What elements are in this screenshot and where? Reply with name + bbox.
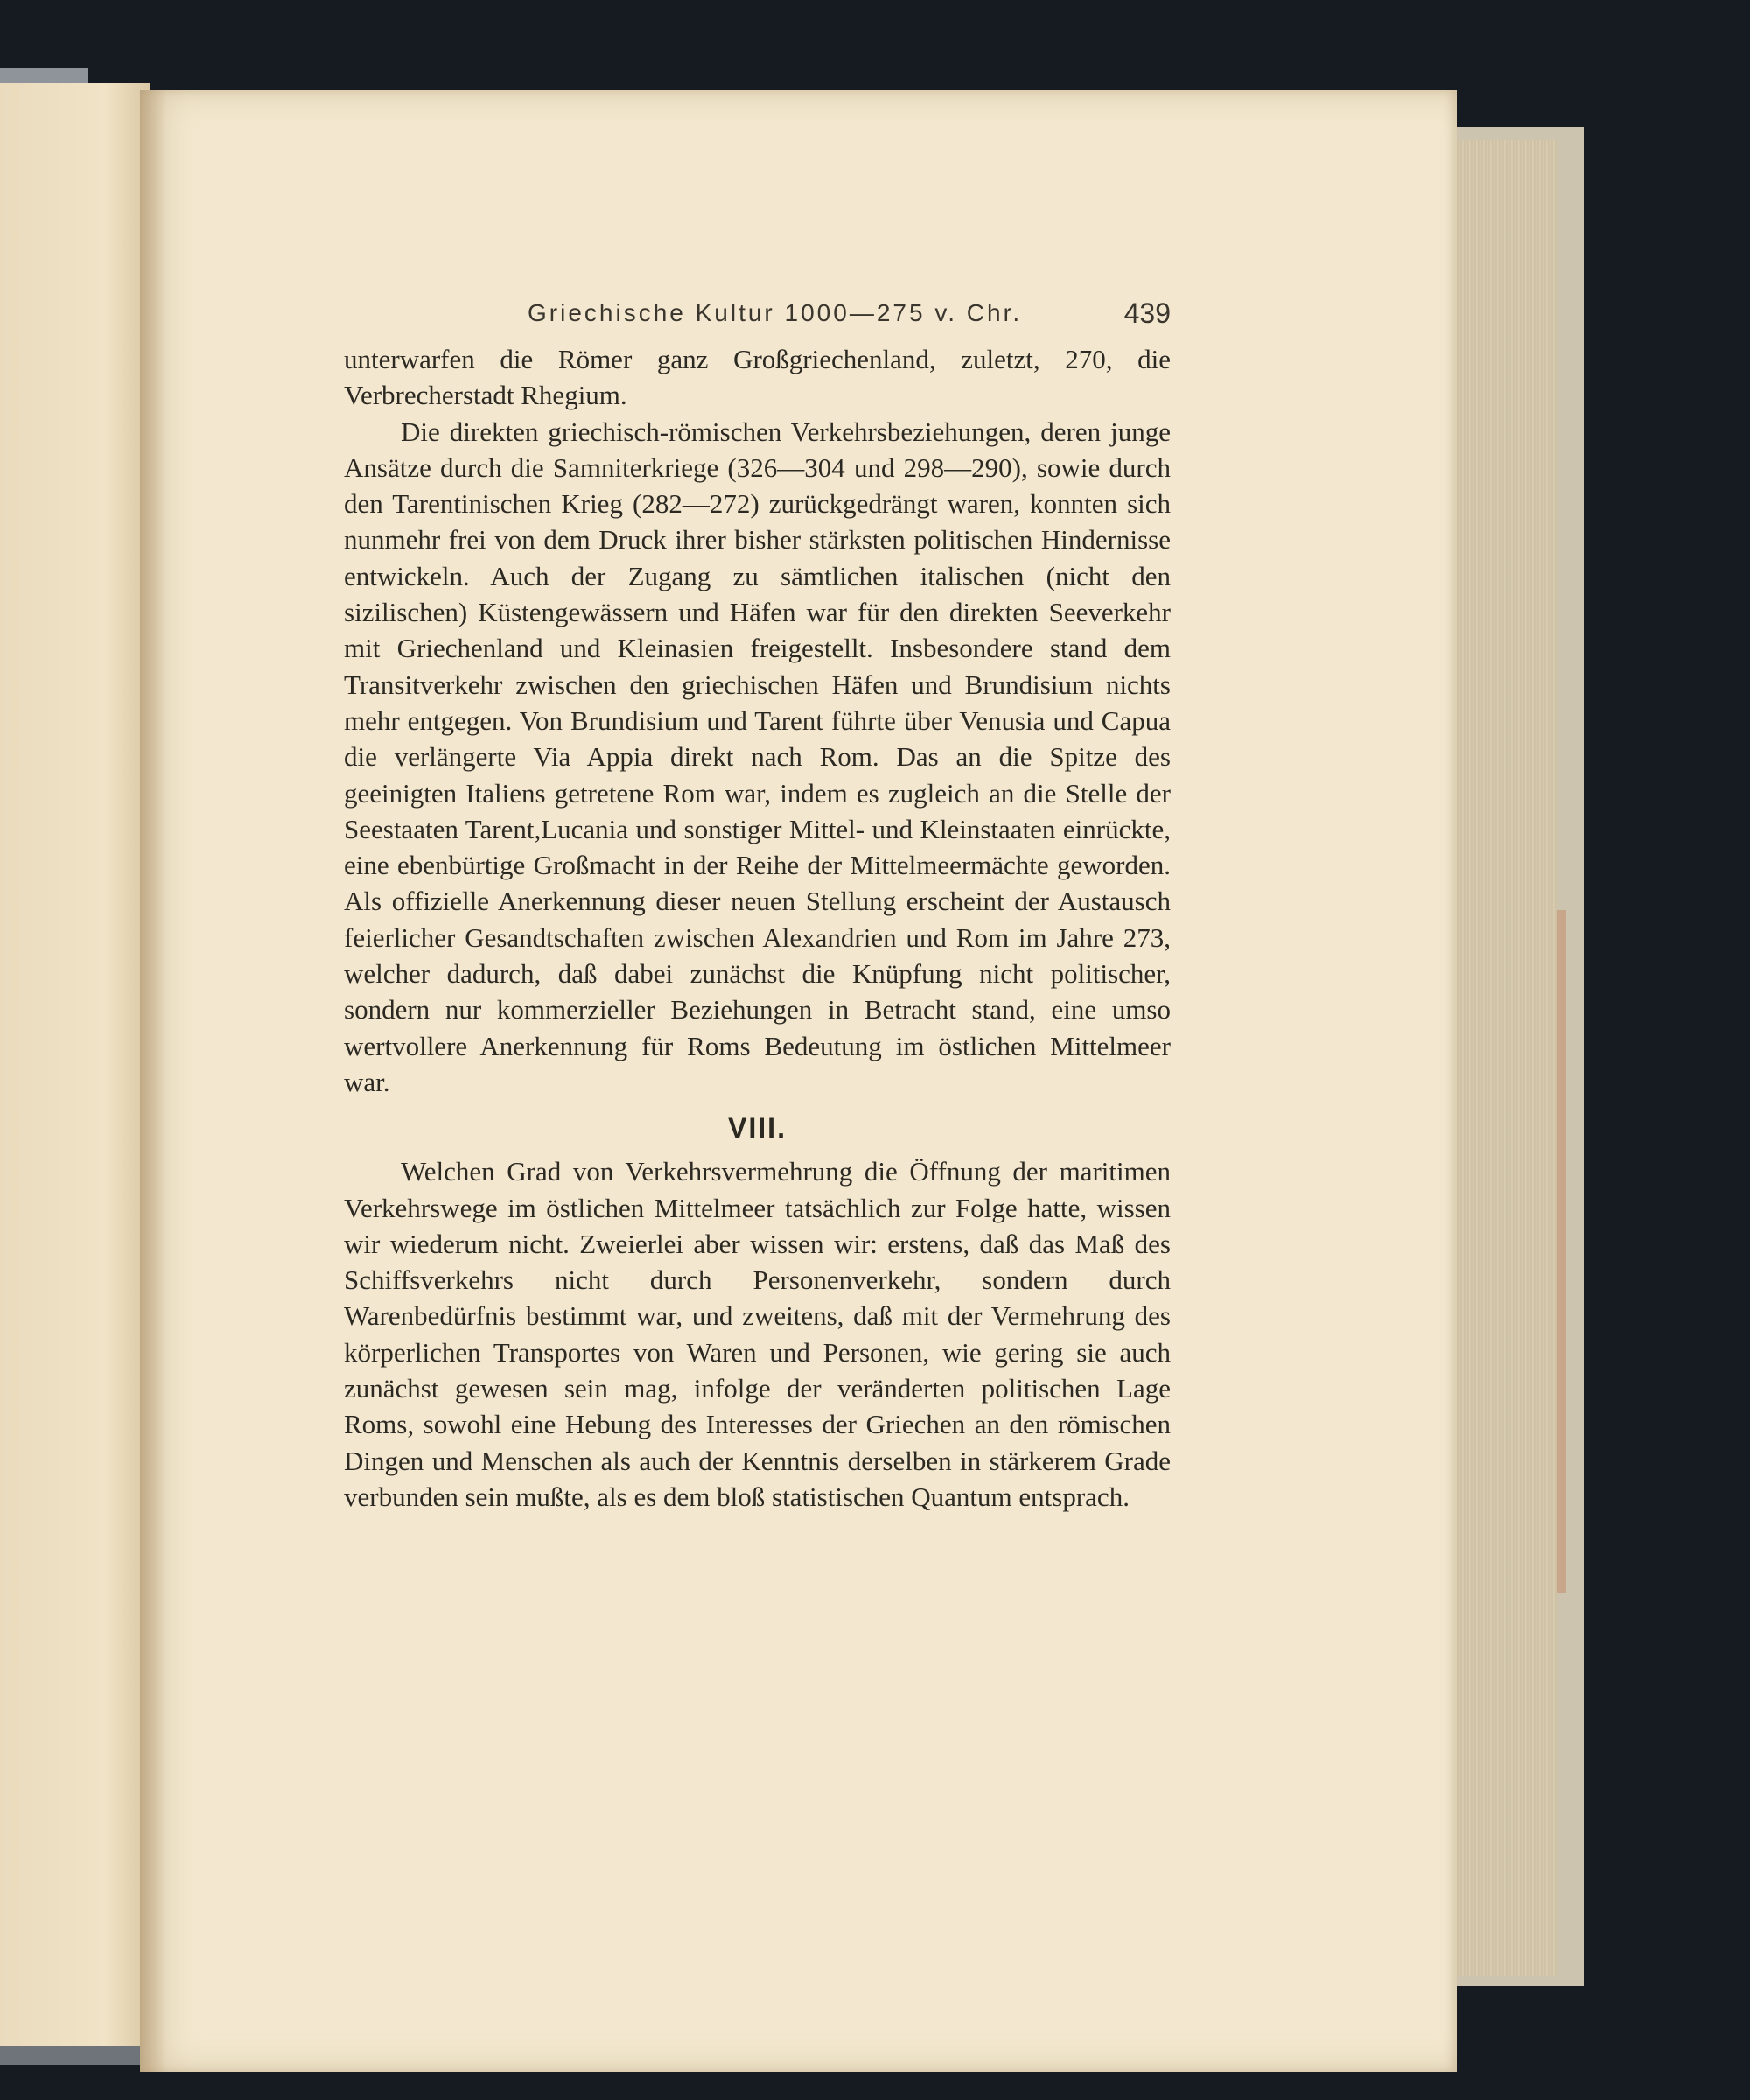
page-number: 439 [1124, 298, 1171, 329]
page-content [344, 289, 1171, 1515]
page-block-edges [1452, 140, 1558, 1976]
running-head-title: Griechische Kultur 1000—275 v. Chr. [528, 299, 1023, 326]
left-page [0, 83, 150, 2056]
paragraph-2: Die direkten griechisch-römischen Verkehrsbeziehungen, deren junge Ansätze durch die Samniterkriege (326—304 und 298—290), sowie durch den Tarentinischen Krieg (282—272) zurückgedrängt waren, konnten sich nunmehr frei von dem Druck ihrer bisher stärksten politischen Hindernisse entwickeln. Auch der Zugang zu sämtlichen italischen (nicht den sizilischen) Küstengewässern und Häfen war für den direkten Seeverkehr mit Griechenland und Kleinasien freigestellt. Insbesondere stand dem Transitverkehr zwischen den griechischen Häfen und Brundisium nichts mehr entgegen. Von Brundisium und Tarent führte über Venusia und Capua die verlängerte Via Appia direkt nach Rom. Das an die Spitze des geeinigten Italiens getretene Rom war, indem es zugleich an die Stelle der Seestaaten Tarent,Lucania und sonstiger Mittel- und Kleinstaaten einrückte, eine ebenbürtige Großmacht in der Reihe der Mittelmeermächte geworden. Als offizielle Anerkennung dieser neuen Stellung erscheint der Austausch feierlicher Gesandtschaften zwischen Alexandrien und Rom im Jahre 273, welcher dadurch, daß dabei zunächst die Knüpfung nicht politischer, sondern nur kommerzieller Beziehungen in Betracht stand, eine umso wertvollere Anerkennung für Roms Bedeutung im östlichen Mittelmeer war. [344, 416, 1171, 1097]
paragraph-3: Welchen Grad von Verkehrsvermehrung die Öffnung der maritimen Verkehrswege im östlichen Mittelmeer tatsächlich zur Folge hatte, wissen wir wiederum nicht. Zweierlei aber wissen wir: erstens, daß das Maß des Schiffsverkehrs nicht durch Personenverkehr, sondern durch Warenbedürfnis bestimmt war, und zweitens, daß mit der Vermehrung des körperlichen Transportes von Waren und Personen, wie gering sie auch zunächst gewesen sein mag, infolge der veränderten politischen Lage Roms, sowohl eine Hebung des Interesses der Griechen an den römischen Dingen und Menschen als auch der Kenntnis derselben in stärkerem Grade verbunden sein mußte, als es dem bloß statistischen Quantum entsprach. [344, 1156, 1171, 1512]
paragraph-1: unterwarfen die Römer ganz Großgriechenland, zuletzt, 270, die Verbrecherstadt Rhegium. [344, 344, 1171, 411]
gutter-shadow [140, 90, 166, 2072]
page-block-marker [1558, 910, 1566, 1592]
section-heading: VIII. [728, 1112, 787, 1144]
running-head [344, 289, 1171, 341]
